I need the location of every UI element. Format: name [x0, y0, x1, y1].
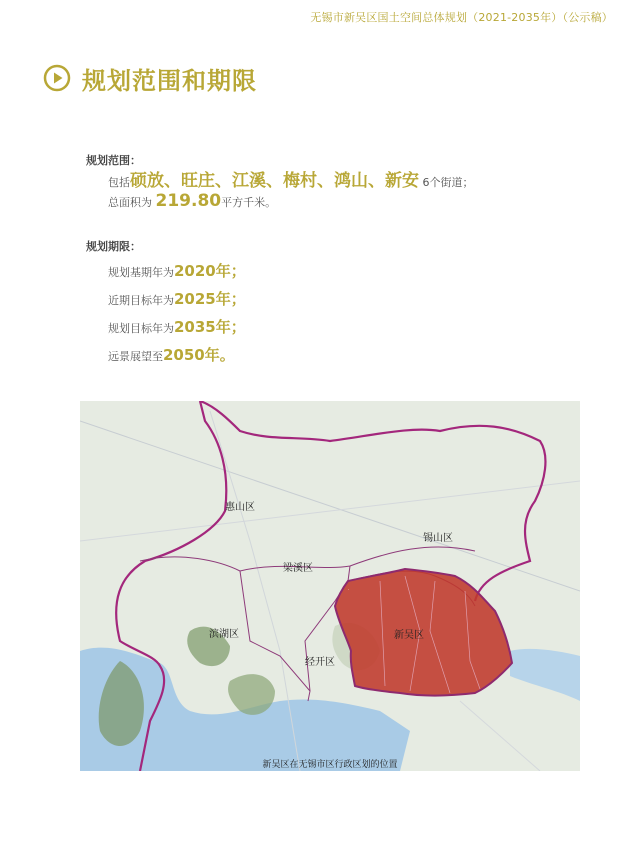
street-label-decoration: · — [348, 587, 350, 592]
district-label: 经开区 — [305, 657, 335, 668]
area-prefix: 总面积为 — [108, 196, 152, 209]
period-item — [86, 314, 246, 342]
scope-streets: 硕放、旺庄、江溪、梅村、鸿山、新安 — [130, 171, 419, 191]
period-prefix: 规划基期年为 — [108, 266, 174, 279]
scope-label: 规划范围： — [86, 154, 141, 167]
district-label: 滨湖区 — [209, 629, 239, 640]
scope-area-line — [86, 192, 474, 212]
district-label: 惠山区 — [225, 502, 255, 513]
district-map — [80, 401, 580, 771]
period-value: 2050年。 — [163, 346, 235, 364]
section-title: 规划范围和期限 — [82, 66, 257, 95]
period-item — [86, 286, 246, 314]
period-prefix: 近期目标年为 — [108, 294, 174, 307]
document-header-title: 无锡市新吴区国土空间总体规划（2021-2035年）（公示稿） — [310, 11, 613, 24]
play-circle-icon — [43, 64, 71, 92]
area-unit: 平方千米。 — [221, 196, 277, 209]
section-heading — [43, 63, 257, 93]
period-prefix: 远景展望至 — [108, 350, 163, 363]
area-value: 219.80 — [155, 191, 222, 211]
period-item — [86, 258, 246, 286]
period-item — [86, 342, 246, 370]
map-caption: 新吴区在无锡市区行政区划的位置 — [262, 760, 398, 770]
period-value: 2020年； — [174, 262, 246, 280]
district-map-svg — [80, 401, 580, 771]
period-label: 规划期限： — [86, 240, 141, 253]
district-label: 锡山区 — [423, 533, 453, 544]
scope-block — [86, 152, 474, 212]
period-value: 2025年； — [174, 290, 246, 308]
period-block — [86, 238, 246, 370]
district-label: 新吴区 — [394, 630, 424, 641]
scope-streets-line — [86, 172, 474, 192]
scope-suffix: 6个街道； — [422, 176, 474, 189]
period-prefix: 规划目标年为 — [108, 322, 174, 335]
scope-prefix: 包括 — [108, 176, 130, 189]
district-label: 梁溪区 — [283, 563, 313, 574]
period-value: 2035年； — [174, 318, 246, 336]
